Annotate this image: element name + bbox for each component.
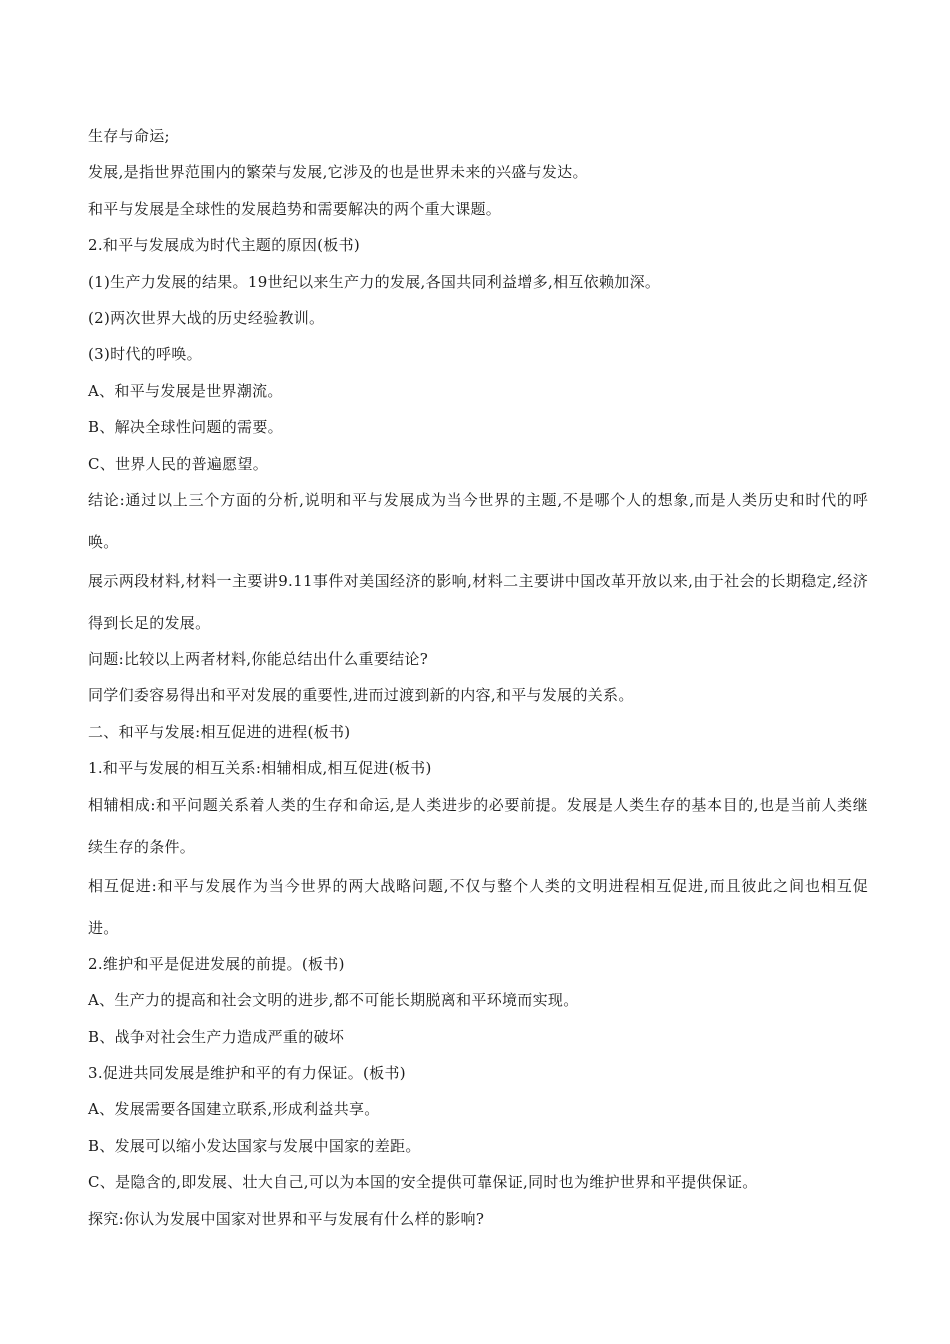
text-line: B、解决全球性问题的需要。 xyxy=(88,418,283,437)
section-heading: 1.和平与发展的相互关系:相辅相成,相互促进(板书) xyxy=(88,759,432,778)
text-line: 生存与命运; xyxy=(88,127,170,145)
question-line: 探究:你认为发展中国家对世界和平与发展有什么样的影响? xyxy=(88,1209,485,1228)
text-line: 发展,是指世界范围内的繁荣与发展,它涉及的也是世界未来的兴盛与发达。 xyxy=(88,163,588,182)
text-line: B、战争对社会生产力造成严重的破坏 xyxy=(88,1027,345,1046)
text-line: A、生产力的提高和社会文明的进步,都不可能长期脱离和平环境而实现。 xyxy=(88,991,579,1010)
text-line: (3)时代的呼唤。 xyxy=(88,345,202,364)
text-line: (2)两次世界大战的历史经验教训。 xyxy=(88,309,325,328)
section-heading: 3.促进共同发展是维护和平的有力保证。(板书) xyxy=(88,1063,406,1082)
text-line: B、发展可以缩小发达国家与发展中国家的差距。 xyxy=(88,1136,421,1155)
document-body xyxy=(88,118,868,1237)
section-heading: 2.维护和平是促进发展的前提。(板书) xyxy=(88,954,345,973)
text-paragraph: 相互促进:和平与发展作为当今世界的两大战略问题,不仅与整个人类的文明进程相互促进,而且彼此之间也相互促进。 xyxy=(88,876,868,937)
text-line: 和平与发展是全球性的发展趋势和需要解决的两个重大课题。 xyxy=(88,199,502,218)
text-line: 同学们委容易得出和平对发展的重要性,进而过渡到新的内容,和平与发展的关系。 xyxy=(88,686,634,705)
text-line: C、是隐含的,即发展、壮大自己,可以为本国的安全提供可靠保证,同时也为维护世界和平提供保证。 xyxy=(88,1173,758,1192)
text-paragraph: 相辅相成:和平问题关系着人类的生存和命运,是人类进步的必要前提。发展是人类生存的基本目的,也是当前人类继续生存的条件。 xyxy=(88,795,868,856)
question-line: 问题:比较以上两者材料,你能总结出什么重要结论? xyxy=(88,650,429,669)
section-heading: 2.和平与发展成为时代主题的原因(板书) xyxy=(88,236,361,255)
material-paragraph: 展示两段材料,材料一主要讲9.11事件对美国经济的影响,材料二主要讲中国改革开放以来,由于社会的长期稳定,经济得到长足的发展。 xyxy=(88,572,868,633)
text-line: C、世界人民的普遍愿望。 xyxy=(88,454,269,473)
section-heading: 二、和平与发展:相互促进的进程(板书) xyxy=(88,722,351,741)
text-line: A、发展需要各国建立联系,形成利益共享。 xyxy=(88,1100,380,1119)
text-line: A、和平与发展是世界潮流。 xyxy=(88,381,283,400)
conclusion-paragraph: 结论:通过以上三个方面的分析,说明和平与发展成为当今世界的主题,不是哪个人的想象,而是人类历史和时代的呼唤。 xyxy=(88,491,868,552)
text-line: (1)生产力发展的结果。19世纪以来生产力的发展,各国共同利益增多,相互依赖加深。 xyxy=(88,272,661,291)
